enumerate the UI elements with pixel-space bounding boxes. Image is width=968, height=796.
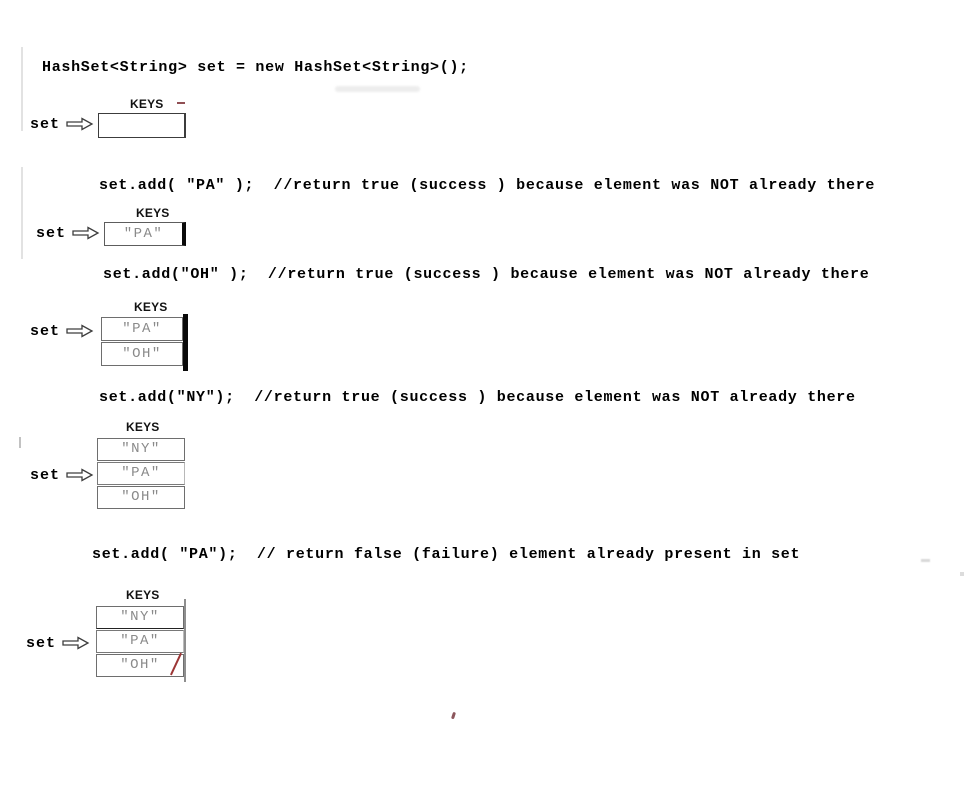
scan-dots-artifact <box>921 559 930 562</box>
right-arrow-icon <box>66 117 94 131</box>
right-arrow-icon <box>62 636 90 650</box>
keys-label: KEYS <box>136 206 170 220</box>
keys-label: KEYS <box>134 300 168 314</box>
code-line: set.add( "PA"); // return false (failure) element already present in set <box>92 546 801 563</box>
right-arrow-icon <box>72 226 100 240</box>
scan-comma-artifact <box>451 712 456 719</box>
code-line: set.add("OH" ); //return true (success ) because element was NOT already there <box>103 266 870 283</box>
code-line: set.add( "PA" ); //return true (success ) because element was NOT already there <box>99 177 876 194</box>
scan-tick-artifact <box>19 437 21 448</box>
set-cell: "OH" <box>96 654 184 677</box>
set-cell: "PA" <box>97 462 185 485</box>
set-variable-label: set <box>30 116 61 133</box>
keys-label: KEYS <box>126 420 160 434</box>
red-dash-artifact <box>177 102 185 104</box>
set-variable-label: set <box>30 323 61 340</box>
code-line: set.add("NY"); //return true (success ) because element was NOT already there <box>99 389 856 406</box>
set-cell: "PA" <box>96 630 184 653</box>
set-cell: "OH" <box>101 342 183 366</box>
set-cell: "OH" <box>97 486 185 509</box>
thick-bar <box>183 314 188 371</box>
set-cell: "PA" <box>101 317 183 341</box>
set-variable-label: set <box>36 225 67 242</box>
right-arrow-icon <box>66 468 94 482</box>
set-cell: "NY" <box>96 606 184 629</box>
set-variable-label: set <box>26 635 57 652</box>
scan-line-artifact <box>21 47 23 131</box>
right-arrow-icon <box>66 324 94 338</box>
thin-vertical-line <box>184 599 186 682</box>
set-cell: "NY" <box>97 438 185 461</box>
keys-label: KEYS <box>130 97 164 111</box>
scan-dot-artifact <box>960 572 964 576</box>
keys-label: KEYS <box>126 588 160 602</box>
scan-line-artifact <box>21 167 23 259</box>
code-declaration: HashSet<String> set = new HashSet<String>(); <box>42 59 469 76</box>
set-variable-label: set <box>30 467 61 484</box>
set-cell: "PA" <box>104 222 186 246</box>
set-cell-empty <box>98 113 186 138</box>
scan-smudge-artifact <box>335 86 420 92</box>
